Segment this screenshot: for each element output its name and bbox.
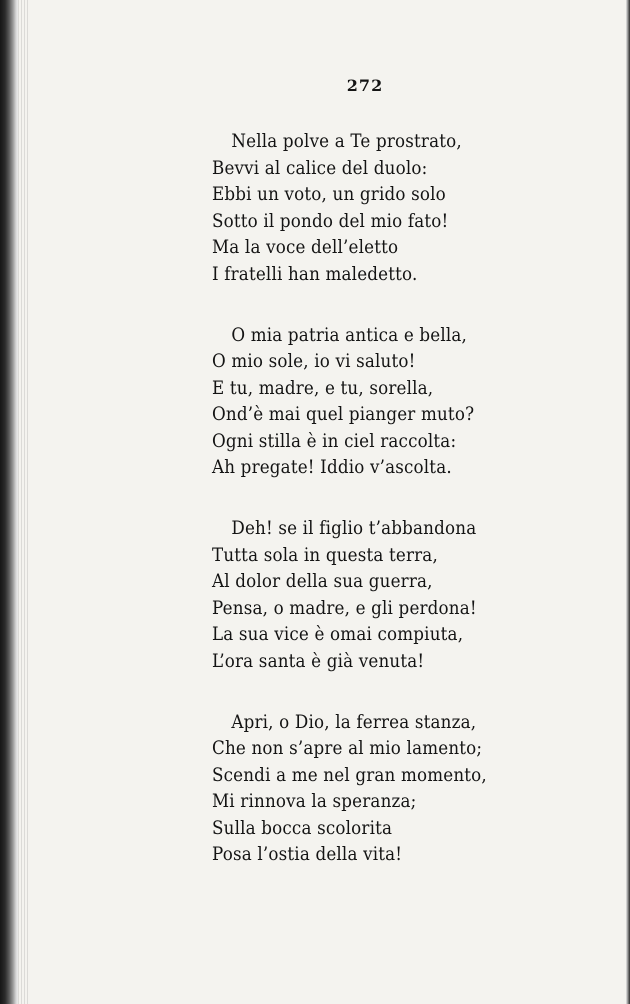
verse-line: Bevvi al calice del duolo: [212, 156, 428, 179]
verse-line: Deh! se il figlio t’abbandona [231, 517, 477, 539]
verse-line: Pensa, o madre, e gli perdona! [212, 596, 477, 619]
stanza-1 [212, 128, 512, 287]
verse-line: Ebbi un voto, un grido solo [212, 183, 446, 205]
verse-line: Ah pregate! Iddio v’ascolta. [212, 456, 452, 478]
verse-line: Tutta sola in questa terra, [212, 543, 438, 566]
verse-line: Ma la voce dell’eletto [212, 236, 399, 258]
verse-line: Ogni stilla è in ciel raccolta: [212, 429, 457, 452]
verse-line: La sua vice è omai compiuta, [212, 623, 464, 645]
verse-line: Posa l’ostia della vita! [212, 843, 403, 865]
verse-line: L’ora santa è già venuta! [212, 649, 425, 672]
page-edges [18, 0, 28, 1004]
verse-line: Al dolor della sua guerra, [212, 570, 433, 592]
verse-line: Sotto il pondo del mio fato! [212, 209, 449, 232]
verse-line: Che non s’apre al mio lamento; [212, 737, 483, 759]
verse-line: Sulla bocca scolorita [212, 816, 393, 839]
verse-line: Scendi a me nel gran momento, [212, 763, 487, 786]
stanza-4 [212, 709, 512, 868]
verse-line: Ond’è mai quel pianger muto? [212, 403, 475, 425]
right-page-edge [626, 0, 630, 1004]
book-binding-shadow [0, 0, 18, 1004]
verse-line: Mi rinnova la speranza; [212, 790, 417, 812]
stanza-2 [212, 322, 512, 481]
verse-line: E tu, madre, e tu, sorella, [212, 376, 434, 399]
verse-line: O mia patria antica e bella, [231, 323, 468, 346]
verse-line: I fratelli han maledetto. [212, 262, 418, 285]
verse-line: Nella polve a Te prostrato, [231, 130, 462, 152]
poem [212, 128, 512, 902]
verse-line: O mio sole, io vi saluto! [212, 350, 416, 372]
page-number: 272 [346, 76, 384, 95]
stanza-3 [212, 515, 512, 674]
verse-line: Apri, o Dio, la ferrea stanza, [231, 710, 477, 733]
